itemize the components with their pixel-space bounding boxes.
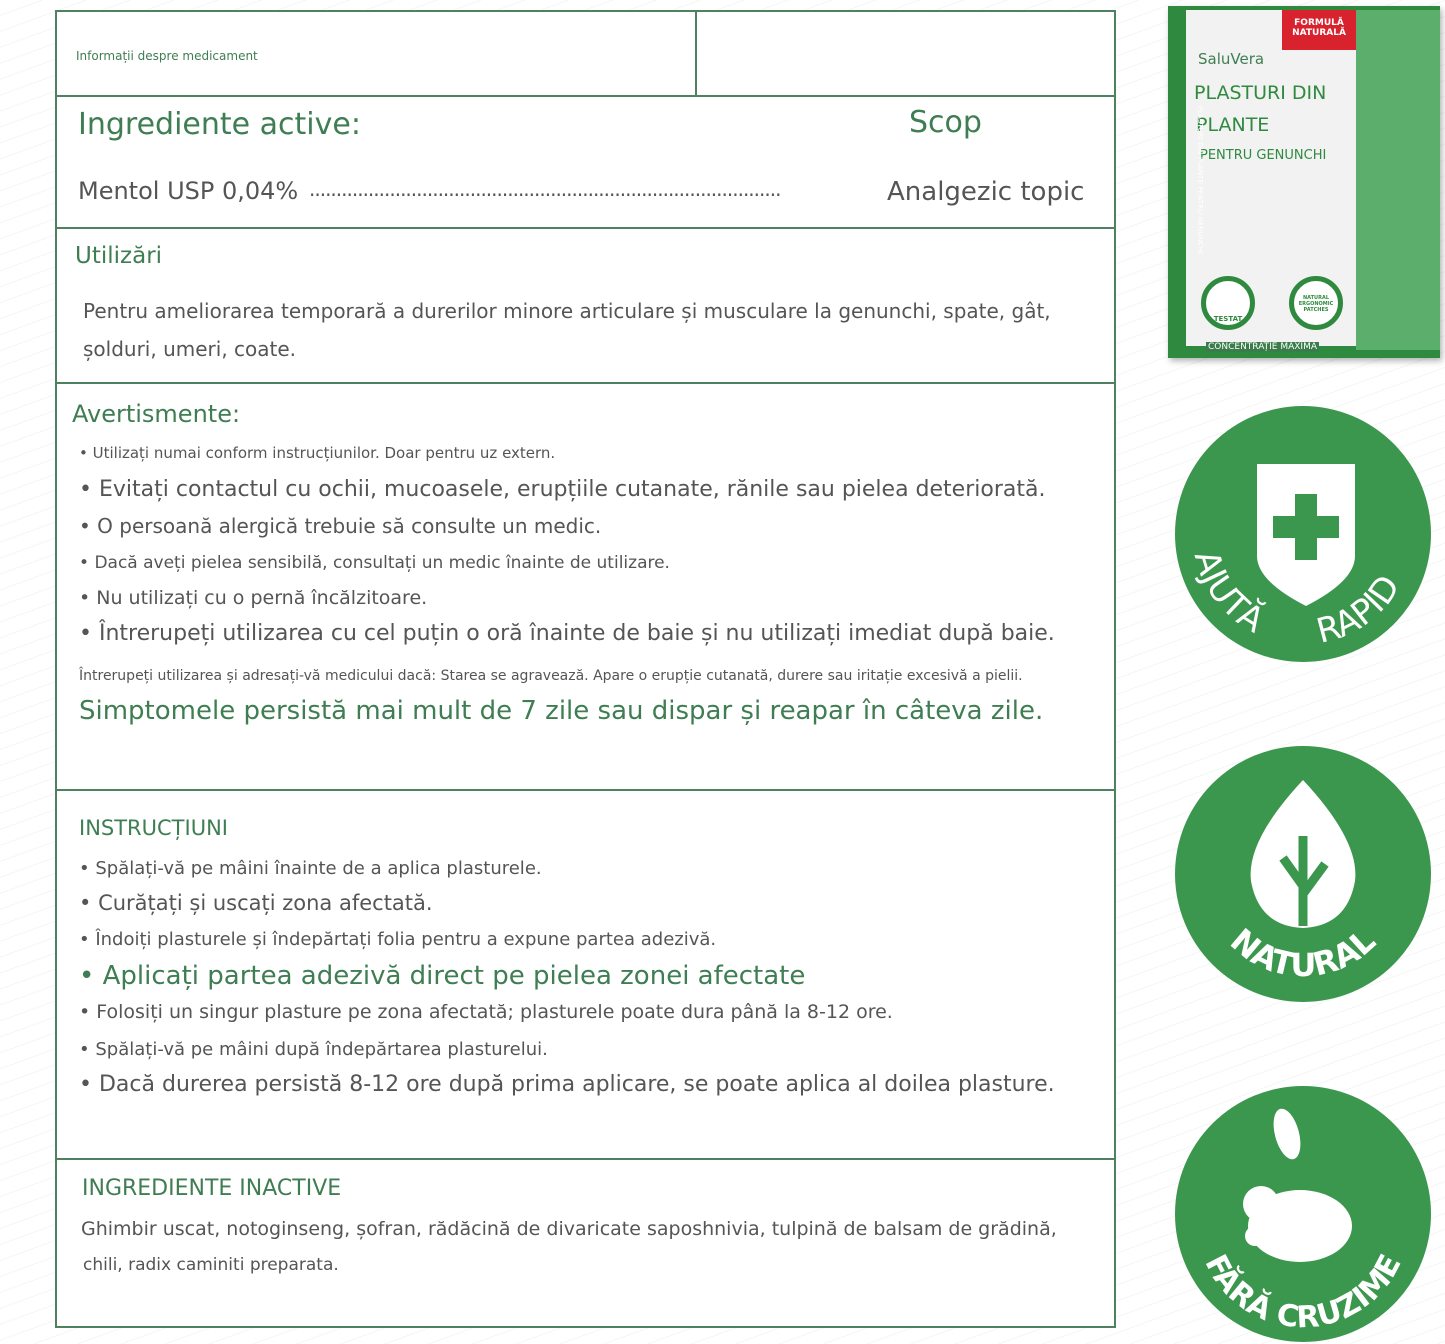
uses-text: Pentru ameliorarea temporară a durerilor minore articulare și musculare la genunchi, spate, gât, <box>83 299 1051 323</box>
uses-section <box>57 229 1114 384</box>
instruction-item: • Spălați-vă pe mâini înainte de a aplica plasturele. <box>79 858 542 879</box>
svg-text:NATURAL <box>1223 921 1383 984</box>
warnings-heading: Avertismente: <box>72 400 241 428</box>
instructions-section <box>57 791 1114 1160</box>
badge-text: AJUTĂ <box>1185 545 1272 642</box>
instruction-item: • Folosiți un singur plasture pe zona afectată; plasturele poate dura până la 8-12 ore. <box>79 1001 893 1023</box>
instruction-item: • Aplicați partea adezivă direct pe pielea zonei afectate <box>79 961 805 991</box>
active-ingredients-section <box>57 97 1114 229</box>
natural-formula-ribbon: FORMULĂ NATURALĂ <box>1282 10 1356 50</box>
inactive-heading: INGREDIENTE INACTIVE <box>82 1176 342 1201</box>
header-row <box>57 12 1114 97</box>
product-title: PLANTE <box>1196 114 1270 136</box>
instruction-item: • Spălați-vă pe mâini după îndepărtarea plasturelui. <box>79 1039 548 1060</box>
uses-text: șolduri, umeri, coate. <box>83 337 297 361</box>
warnings-section <box>57 384 1114 791</box>
drug-facts-table <box>55 10 1116 1328</box>
badge-text: FĂRĂ CRUZIME <box>1197 1248 1409 1336</box>
cruelty-free-badge <box>1175 1086 1431 1342</box>
stop-use-text: Întrerupeți utilizarea și adresați-vă medicului dacă: Starea se agravează. Apare o erupție cutanată, durere sau iritație excesivă a pielii. <box>79 668 1023 684</box>
warning-item: • Evitați contactul cu ochii, mucoasele, erupțiile cutanate, rănile sau pielea deteriorată. <box>79 477 1045 502</box>
fast-help-badge <box>1175 406 1431 662</box>
product-title: PLASTURI DIN <box>1194 82 1327 104</box>
leader-dots: ........................................................................................ <box>309 177 781 201</box>
header-title: Informații despre medicament <box>76 49 258 63</box>
warning-item: • Utilizați numai conform instrucțiunilor. Doar pentru uz extern. <box>79 444 555 462</box>
warning-item: • Întrerupeți utilizarea cu cel puțin o oră înainte de baie și nu utilizați imediat după baie. <box>79 621 1055 646</box>
instruction-item: • Dacă durerea persistă 8-12 ore după prima aplicare, se poate aplica al doilea plasture. <box>79 1072 1055 1097</box>
divider <box>695 12 697 95</box>
purpose: Analgezic topic <box>887 177 1085 207</box>
warning-item: • Dacă aveți pielea sensibilă, consultați un medic înainte de utilizare. <box>79 553 670 573</box>
inactive-text: Ghimbir uscat, notoginseng, șofran, rădăcină de divaricate saposhnivia, tulpină de balsam de grădină, <box>81 1218 1057 1240</box>
rabbit-icon <box>1243 1106 1352 1262</box>
dermatologically-tested-seal: TESTAT <box>1201 276 1255 330</box>
instructions-heading: INSTRUCȚIUNI <box>79 816 228 840</box>
max-concentration-label: CONCENTRAȚIE MAXIMĂ <box>1208 342 1318 352</box>
box-spine-text: PLASTURI DIN PLANTE PENTRU GENUNCHI <box>1196 105 1205 255</box>
warning-item: • Nu utilizați cu o pernă încălzitoare. <box>79 587 427 609</box>
purpose-heading: Scop <box>909 105 982 140</box>
product-subtitle: PENTRU GENUNCHI <box>1200 148 1327 163</box>
symptoms-text: Simptomele persistă mai mult de 7 zile sau dispar și reapar în câteva zile. <box>79 696 1044 726</box>
inactive-text: chili, radix caminiti preparata. <box>83 1255 339 1275</box>
badge-text: NATURAL <box>1223 920 1383 985</box>
active-heading: Ingrediente active: <box>78 107 361 142</box>
ingredient: Mentol USP 0,04% <box>78 177 299 205</box>
badge-text: RAPID <box>1312 567 1409 652</box>
uses-heading: Utilizări <box>75 243 163 269</box>
leg-image <box>1356 10 1440 350</box>
natural-badge <box>1175 746 1431 1002</box>
instruction-item: • Curățați și uscați zona afectată. <box>79 891 433 915</box>
warning-item: • O persoană alergică trebuie să consulte un medic. <box>79 514 601 538</box>
natural-patches-seal: NATURAL ERGONOMIC PATCHES <box>1289 276 1343 330</box>
product-box-image <box>1168 6 1440 358</box>
inactive-section <box>57 1160 1114 1328</box>
instruction-item: • Îndoiți plasturele și îndepărtați folia pentru a expune partea adezivă. <box>79 929 716 950</box>
brand-logo: SaluVera <box>1198 50 1265 68</box>
